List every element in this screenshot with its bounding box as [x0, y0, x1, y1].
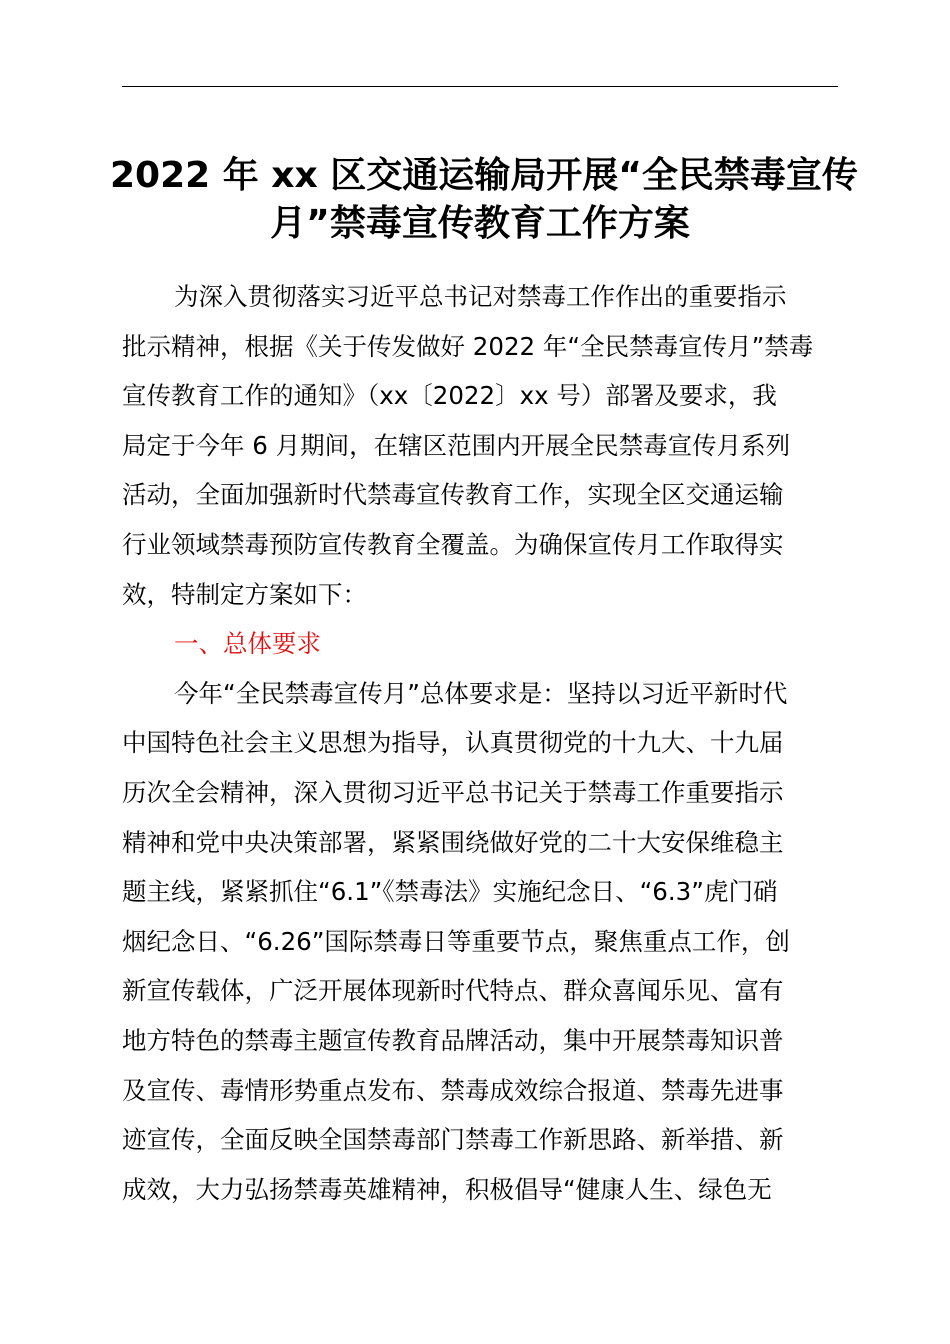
paragraph-line: 地方特色的禁毒主题宣传教育品牌活动，集中开展禁毒知识普	[122, 1025, 784, 1055]
paragraph-line: 行业领域禁毒预防宣传教育全覆盖。为确保宣传月工作取得实	[122, 529, 784, 559]
header-rule	[122, 86, 838, 87]
paragraph-line: 历次全会精神，深入贯彻习近平总书记关于禁毒工作重要指示	[122, 777, 784, 807]
title-line: 月”禁毒宣传教育工作方案	[270, 203, 690, 244]
intro-paragraph	[122, 272, 838, 619]
title-line: 2022 年 xx 区交通运输局开展“全民禁毒宣传	[110, 155, 858, 196]
paragraph-line: 宣传教育工作的通知》（xx〔2022〕xx 号）部署及要求，我	[122, 381, 777, 411]
paragraph-line: 烟纪念日、“6.26”国际禁毒日等重要节点，聚焦重点工作，创	[122, 926, 790, 956]
paragraph-line: 中国特色社会主义思想为指导，认真贯彻党的十九大、十九届	[122, 728, 784, 758]
intro-paragraph-block	[122, 272, 838, 1214]
section-heading: 一、总体要求	[174, 629, 321, 659]
paragraph-line: 今年“全民禁毒宣传月”总体要求是：坚持以习近平新时代	[174, 678, 788, 708]
paragraph-line: 成效，大力弘扬禁毒英雄精神，积极倡导“健康人生、绿色无	[122, 1174, 772, 1204]
section-paragraph	[122, 669, 838, 1215]
paragraph-line: 题主线，紧紧抓住“6.1”《禁毒法》实施纪念日、“6.3”虎门硝	[122, 877, 778, 907]
paragraph-line: 局定于今年 6 月期间，在辖区范围内开展全民禁毒宣传月系列	[122, 430, 791, 460]
paragraph-line: 效，特制定方案如下：	[122, 579, 367, 609]
paragraph-line: 新宣传载体，广泛开展体现新时代特点、群众喜闻乐见、富有	[122, 976, 784, 1006]
paragraph-line: 迹宣传，全面反映全国禁毒部门禁毒工作新思路、新举措、新	[122, 1125, 784, 1155]
paragraph-line: 批示精神，根据《关于传发做好 2022 年“全民禁毒宣传月”禁毒	[122, 331, 814, 361]
paragraph-line: 为深入贯彻落实习近平总书记对禁毒工作作出的重要指示	[174, 282, 787, 311]
paragraph-line: 活动，全面加强新时代禁毒宣传教育工作，实现全区交通运输	[122, 480, 784, 510]
document-title	[110, 152, 858, 248]
paragraph-line: 及宣传、毒情形势重点发布、禁毒成效综合报道、禁毒先进事	[122, 1075, 784, 1105]
paragraph-line: 精神和党中央决策部署，紧紧围绕做好党的二十大安保维稳主	[122, 827, 784, 857]
